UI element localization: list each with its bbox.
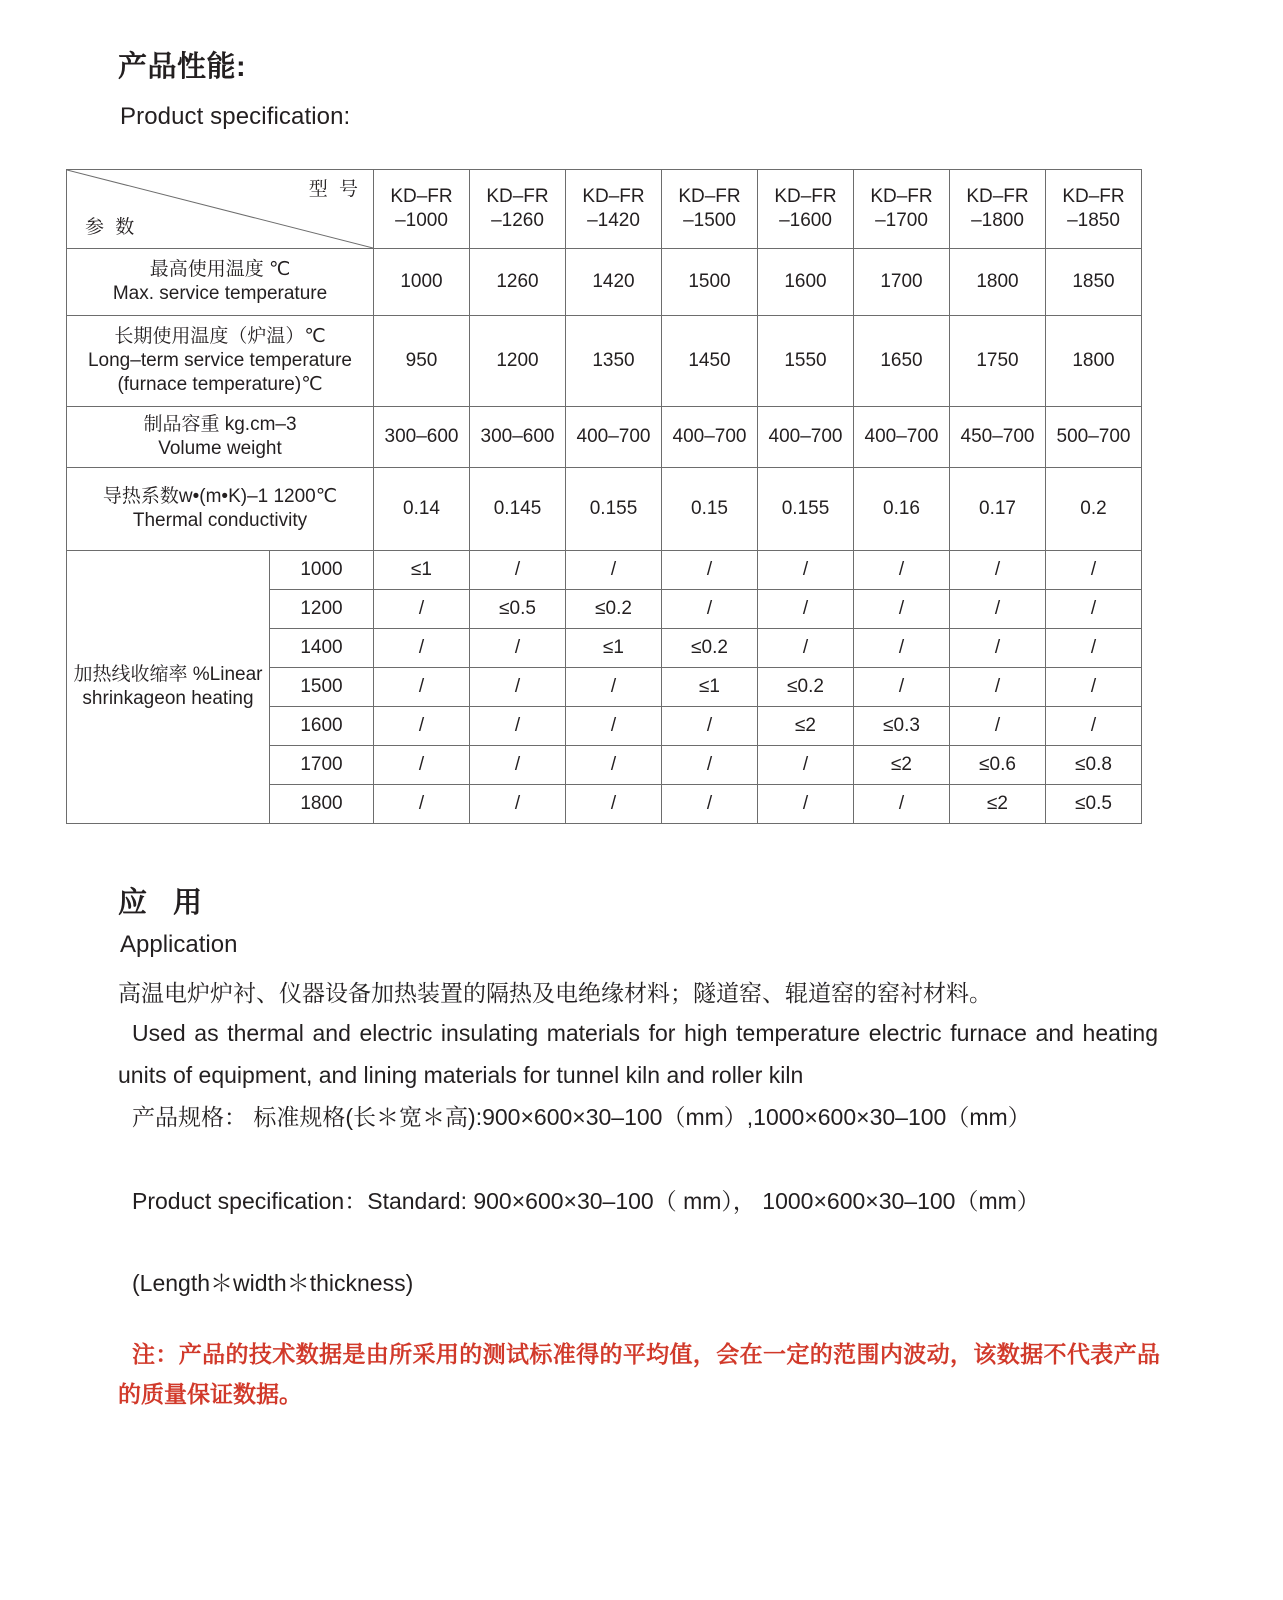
row-label-cell <box>67 249 374 316</box>
data-cell: 1450 <box>662 316 758 407</box>
shrinkage-temperature-cell: 1600 <box>270 707 374 746</box>
data-cell: 1260 <box>470 249 566 316</box>
corner-param-label: 参 数 <box>85 216 138 238</box>
model-header-cell: KD–FR –1800 <box>950 170 1046 249</box>
shrinkage-data-cell: / <box>950 707 1046 746</box>
shrinkage-data-cell: / <box>1046 668 1142 707</box>
row-label-en: Max. service temperature <box>112 283 328 304</box>
data-cell: 1420 <box>566 249 662 316</box>
shrinkage-data-cell: ≤0.3 <box>854 707 950 746</box>
corner-model-label: 型 号 <box>308 179 361 200</box>
model-header-cell: KD–FR –1500 <box>662 170 758 249</box>
shrinkage-data-cell: / <box>758 551 854 590</box>
spec-table-container <box>66 169 1139 824</box>
table-row <box>67 249 1142 316</box>
product-spec-table <box>66 169 1142 824</box>
data-cell: 450–700 <box>950 407 1046 468</box>
shrinkage-data-cell: / <box>662 590 758 629</box>
row-label-en: Long–term service temperature <box>87 349 352 371</box>
shrinkage-data-cell: / <box>470 629 566 668</box>
data-cell: 950 <box>374 316 470 407</box>
shrinkage-data-cell: / <box>854 785 950 824</box>
shrinkage-data-cell: / <box>1046 707 1142 746</box>
product-spec-title-cn: 产品性能: <box>118 51 247 83</box>
shrinkage-data-cell: / <box>950 590 1046 629</box>
shrinkage-data-cell: / <box>566 746 662 785</box>
data-cell: 1600 <box>758 249 854 316</box>
shrinkage-data-cell: ≤0.2 <box>566 590 662 629</box>
application-title-cn: 应 用 <box>118 887 212 919</box>
data-cell: 1550 <box>758 316 854 407</box>
product-spec-title-en: Product specification: <box>120 103 351 130</box>
shrinkage-temperature-cell: 1800 <box>270 785 374 824</box>
row-label-cell <box>67 407 374 468</box>
shrinkage-data-cell: / <box>566 551 662 590</box>
shrinkage-data-cell: ≤2 <box>854 746 950 785</box>
shrinkage-data-cell: / <box>374 746 470 785</box>
shrinkage-data-cell: / <box>1046 629 1142 668</box>
shrinkage-data-cell: / <box>374 785 470 824</box>
data-cell: 1750 <box>950 316 1046 407</box>
dimension-legend-en: (Length＊width＊thickness) <box>132 1270 414 1296</box>
shrinkage-data-cell: / <box>374 629 470 668</box>
data-cell: 1650 <box>854 316 950 407</box>
row-label-en: Thermal conductivity <box>132 510 308 531</box>
shrinkage-data-cell: / <box>662 551 758 590</box>
row-label-en2: (furnace temperature)℃ <box>117 374 323 396</box>
shrinkage-data-cell: ≤0.5 <box>470 590 566 629</box>
shrinkage-data-cell: / <box>758 590 854 629</box>
shrinkage-label-en: Linear shrinkage <box>82 663 263 709</box>
shrinkage-temperature-cell: 1000 <box>270 551 374 590</box>
data-cell: 0.15 <box>662 468 758 551</box>
model-header-cell: KD–FR –1600 <box>758 170 854 249</box>
shrinkage-data-cell: / <box>854 590 950 629</box>
disclaimer-note: 注：产品的技术数据是由所采用的测试标准得的平均值，会在一定的范围内波动，该数据不代表产品的质量保证数据。 <box>118 1341 1160 1407</box>
application-paragraph-en: Used as thermal and electric insulating materials for high temperature electric furnace and heating units of equipment, and lining materials for tunnel kiln and roller kiln <box>118 1020 1158 1088</box>
table-row <box>67 468 1142 551</box>
row-label-cn: 长期使用温度（炉温）℃ <box>114 325 326 347</box>
data-cell: 1500 <box>662 249 758 316</box>
shrinkage-data-cell: / <box>566 707 662 746</box>
shrinkage-data-cell: / <box>758 629 854 668</box>
data-cell: 1350 <box>566 316 662 407</box>
data-cell: 1200 <box>470 316 566 407</box>
data-cell: 400–700 <box>758 407 854 468</box>
shrinkage-data-cell: / <box>470 746 566 785</box>
data-cell: 400–700 <box>566 407 662 468</box>
shrinkage-data-cell: ≤0.5 <box>1046 785 1142 824</box>
shrinkage-data-cell: / <box>854 668 950 707</box>
table-row <box>67 407 1142 468</box>
shrinkage-data-cell: / <box>470 668 566 707</box>
shrinkage-data-cell: / <box>374 668 470 707</box>
shrinkage-data-cell: ≤0.8 <box>1046 746 1142 785</box>
shrinkage-data-cell: ≤2 <box>758 707 854 746</box>
shrinkage-label-en2: on heating <box>164 688 254 709</box>
shrinkage-temperature-cell: 1700 <box>270 746 374 785</box>
application-title-en: Application <box>120 931 238 958</box>
shrinkage-data-cell: / <box>1046 551 1142 590</box>
shrinkage-data-cell: / <box>662 746 758 785</box>
shrinkage-data-cell: ≤0.2 <box>662 629 758 668</box>
data-cell: 300–600 <box>374 407 470 468</box>
model-header-cell: KD–FR –1000 <box>374 170 470 249</box>
shrinkage-data-cell: / <box>950 668 1046 707</box>
data-cell: 1800 <box>950 249 1046 316</box>
table-row <box>67 316 1142 407</box>
shrinkage-data-cell: / <box>950 629 1046 668</box>
spec-table-body <box>67 170 1142 824</box>
row-label-cell <box>67 468 374 551</box>
data-cell: 0.2 <box>1046 468 1142 551</box>
data-cell: 0.155 <box>566 468 662 551</box>
shrinkage-data-cell: ≤1 <box>374 551 470 590</box>
shrinkage-data-cell: / <box>470 707 566 746</box>
data-cell: 1700 <box>854 249 950 316</box>
shrinkage-data-cell: ≤0.6 <box>950 746 1046 785</box>
shrinkage-data-cell: / <box>374 707 470 746</box>
model-header-cell: KD–FR –1700 <box>854 170 950 249</box>
row-label-cell <box>67 316 374 407</box>
shrinkage-data-cell: / <box>470 785 566 824</box>
shrinkage-data-cell: / <box>1046 590 1142 629</box>
shrinkage-data-cell: / <box>950 551 1046 590</box>
shrinkage-data-cell: / <box>374 590 470 629</box>
data-cell: 300–600 <box>470 407 566 468</box>
shrinkage-data-cell: / <box>758 746 854 785</box>
shrinkage-data-cell: / <box>854 551 950 590</box>
data-cell: 0.14 <box>374 468 470 551</box>
data-cell: 400–700 <box>662 407 758 468</box>
table-header-row <box>67 170 1142 249</box>
data-cell: 500–700 <box>1046 407 1142 468</box>
corner-header-cell <box>67 170 374 249</box>
shrinkage-data-cell: ≤2 <box>950 785 1046 824</box>
shrinkage-data-cell: / <box>566 785 662 824</box>
product-dimensions-en: Product specification：Standard: 900×600×30–100（ mm）， 1000×600×30–100（mm） <box>132 1188 1040 1214</box>
shrinkage-row <box>67 551 1142 590</box>
application-paragraph-cn: 高温电炉炉衬、仪器设备加热装置的隔热及电绝缘材料；隧道窑、辊道窑的窑衬材料。 <box>118 980 992 1006</box>
data-cell: 1000 <box>374 249 470 316</box>
shrinkage-temperature-cell: 1200 <box>270 590 374 629</box>
data-cell: 1850 <box>1046 249 1142 316</box>
model-header-cell: KD–FR –1420 <box>566 170 662 249</box>
row-label-cn: 导热系数w•(m•K)–1 1200℃ <box>102 485 338 507</box>
shrinkage-label-cn: 加热线收缩率 % <box>73 663 210 685</box>
data-cell: 0.155 <box>758 468 854 551</box>
data-cell: 0.16 <box>854 468 950 551</box>
shrinkage-data-cell: / <box>758 785 854 824</box>
row-label-cn: 最高使用温度 ℃ <box>149 258 291 280</box>
shrinkage-data-cell: ≤1 <box>662 668 758 707</box>
shrinkage-data-cell: / <box>662 707 758 746</box>
shrinkage-data-cell: ≤1 <box>566 629 662 668</box>
shrinkage-data-cell: / <box>662 785 758 824</box>
row-label-en: Volume weight <box>158 438 282 459</box>
model-header-cell: KD–FR –1260 <box>470 170 566 249</box>
shrinkage-label-cell <box>67 551 270 824</box>
shrinkage-data-cell: / <box>854 629 950 668</box>
row-label-cn: 制品容重 kg.cm–3 <box>143 413 297 435</box>
data-cell: 1800 <box>1046 316 1142 407</box>
data-cell: 0.17 <box>950 468 1046 551</box>
product-dimensions-cn: 产品规格： 标准规格(长＊宽＊高):900×600×30–100（mm）,1000×600×30–100（mm） <box>132 1104 1031 1130</box>
data-cell: 400–700 <box>854 407 950 468</box>
shrinkage-temperature-cell: 1500 <box>270 668 374 707</box>
shrinkage-temperature-cell: 1400 <box>270 629 374 668</box>
shrinkage-data-cell: / <box>566 668 662 707</box>
shrinkage-data-cell: / <box>470 551 566 590</box>
shrinkage-data-cell: ≤0.2 <box>758 668 854 707</box>
model-header-cell: KD–FR –1850 <box>1046 170 1142 249</box>
data-cell: 0.145 <box>470 468 566 551</box>
